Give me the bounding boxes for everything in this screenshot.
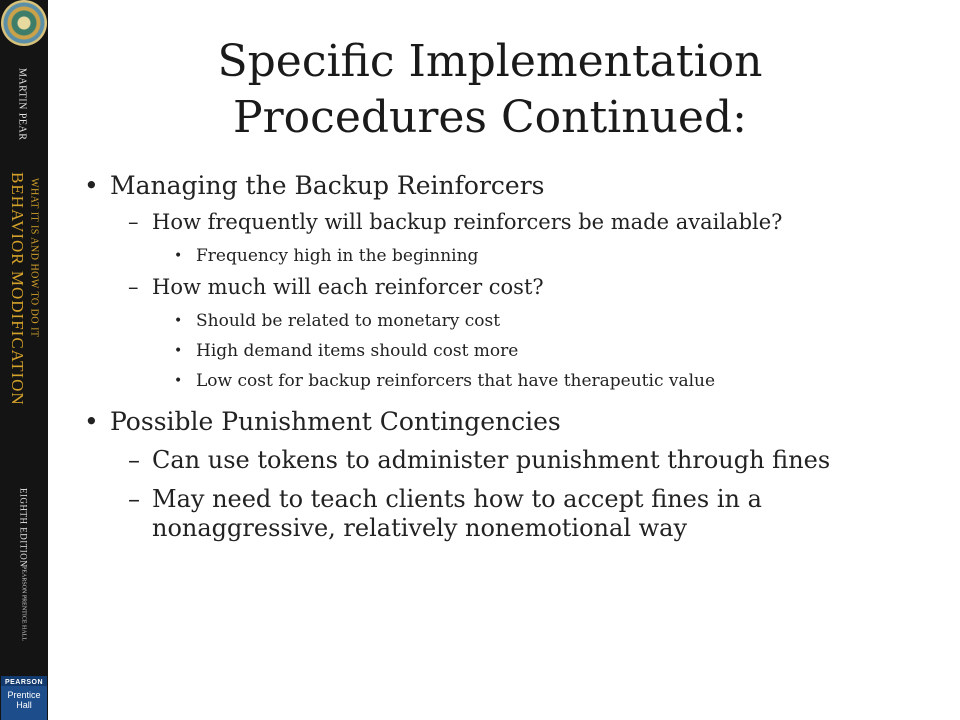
logo-prentice-text: Prentice [7,690,41,700]
point-text: High demand items should cost more [196,341,519,361]
spine-publisher: PEARSON PRENTICE HALL [20,566,27,642]
point-monetary-cost [84,310,924,332]
sub-bullet-frequency-question [84,210,924,235]
book-spine-sidebar [0,0,48,720]
sub-bullet-text: How much will each reinforcer cost? [152,275,544,299]
spine-edition: EIGHTH EDITION [18,488,29,568]
dash-icon: – [128,446,140,474]
sub-bullet-text: May need to teach clients how to accept fines in a nonaggressive, relatively nonemotional way [152,485,762,542]
publisher-logo [1,676,47,720]
sub-bullet-tokens-fines [84,446,924,475]
point-frequency-high [84,245,924,267]
slide-title-line-2: Procedures Continued: [233,92,747,143]
point-text: Low cost for backup reinforcers that have therapeutic value [196,371,716,391]
sub-bullet-text: Can use tokens to administer punishment through fines [152,446,831,474]
slide-title-line-1: Specific Implementation [217,36,763,87]
bullet-managing-backup-reinforcers [84,170,924,202]
bullet-icon: • [84,407,99,436]
point-text: Frequency high in the beginning [196,246,479,266]
small-bullet-icon: • [174,248,183,264]
cover-emblem-icon [1,0,47,46]
logo-hall-text: Hall [16,700,32,710]
spine-authors: MARTIN PEAR [16,68,28,141]
small-bullet-icon: • [174,373,183,389]
dash-icon: – [128,210,139,234]
sub-bullet-text: How frequently will backup reinforcers be made available? [152,210,783,234]
dash-icon: – [128,485,140,513]
dash-icon: – [128,275,139,299]
bullet-text: Possible Punishment Contingencies [110,407,561,436]
point-therapeutic-value [84,370,924,392]
small-bullet-icon: • [174,343,183,359]
point-text: Should be related to monetary cost [196,311,501,331]
slide-title [140,34,840,146]
logo-pearson-text: PEARSON [1,676,47,686]
sub-bullet-accept-fines [84,485,924,543]
bullet-punishment-contingencies [84,406,924,438]
spine-book-title: BEHAVIOR MODIFICATION [7,172,27,406]
bullet-text: Managing the Backup Reinforcers [110,171,545,200]
bullet-icon: • [84,171,99,200]
slide-body [84,170,924,553]
sub-bullet-cost-question [84,275,924,300]
spine-book-subtitle: WHAT IT IS AND HOW TO DO IT [28,178,40,338]
point-high-demand [84,340,924,362]
small-bullet-icon: • [174,313,183,329]
